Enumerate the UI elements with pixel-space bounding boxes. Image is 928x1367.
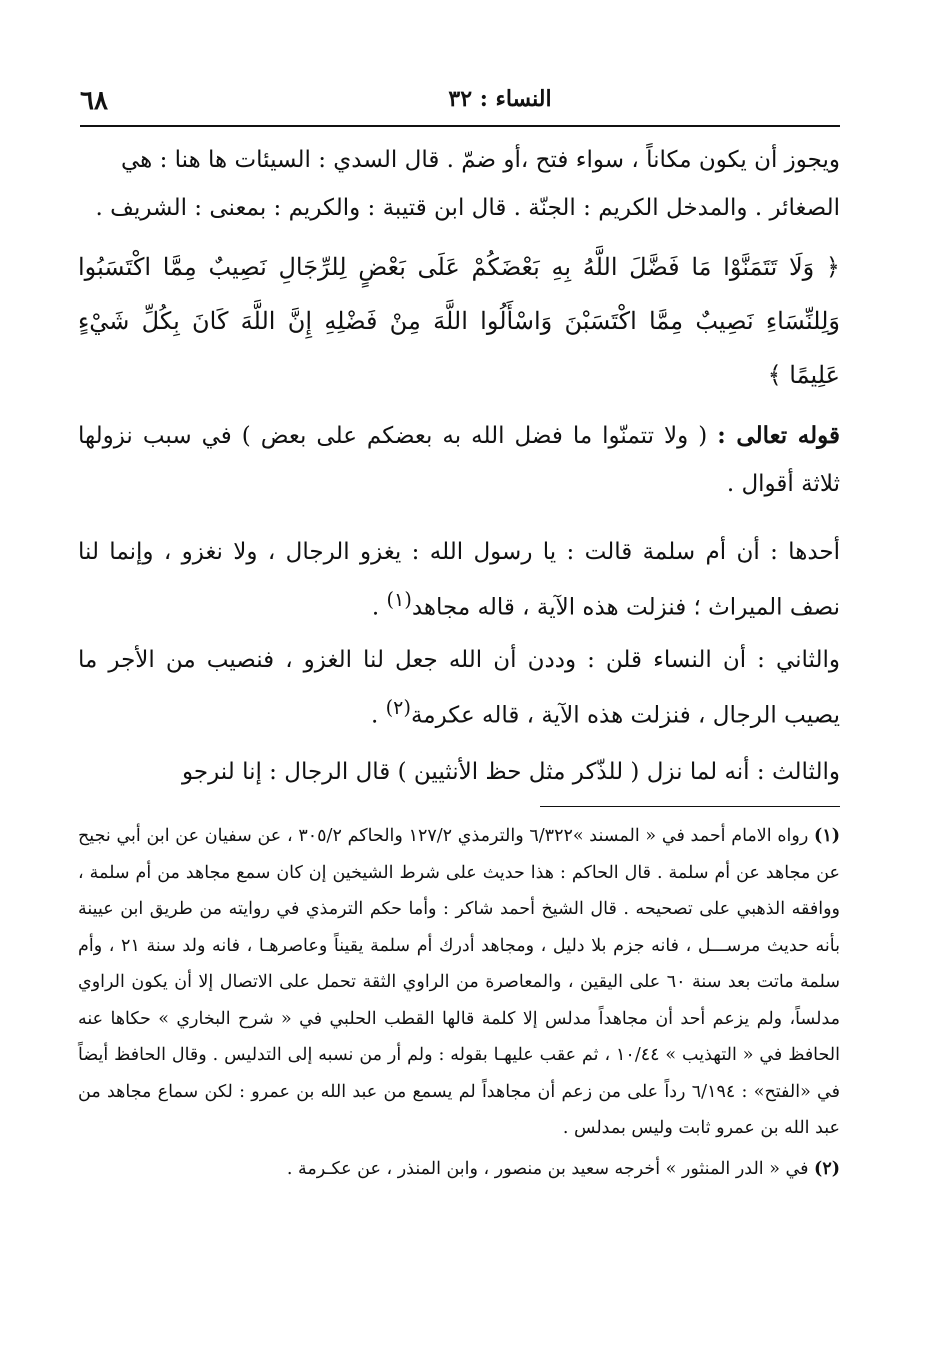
third-opinion-text: والثالث : أنه لما نزل ( للذّكر مثل حظ الأنثيين ) قال الرجال : إنا لنرجو bbox=[182, 759, 840, 785]
intro-line-2: الصغائر . والمدخل الكريم : الجنّة . قال ابن قتيبة : والكريم : بمعنى : الشريف . bbox=[95, 195, 840, 221]
footnote-divider bbox=[540, 806, 840, 807]
footnote-ref-1: (١) bbox=[386, 588, 412, 611]
footnote-2-mark: (٢) bbox=[814, 1158, 840, 1179]
footnote-2-text: في « الدر المنثور » أخرجه سعيد بن منصور ، وابن المنذر ، عن عكـرمة . bbox=[286, 1158, 809, 1179]
page-header bbox=[80, 86, 840, 120]
footnote-1-text: رواه الامام أحمد في « المسند »٦/٣٢٢ والترمذي ١٢٧/٢ والحاكم ٣٠٥/٢ ، عن سفيان عن ابن أبي نجيح عن مجاهد عن أم سلمة . قال الحاكم : هذا حديث على شرط الشيخين إن كان سمع مجاهد من أم سلمة ، ووافقه الذهبي على تصحيحه . قال الشيخ أحمد شاكر : وأما حكم الترمذي في روايته من طريق ابن عيينة بأنه حديث مرســـل ، فانه جزم بلا دليل ، ومجاهد أدرك أم سلمة يقيناً وعاصرهـا ، فانه ولد سنة ٢١ ، وأم سلمة ماتت بعد سنة ٦٠ على اليقين ، والمعاصرة من الراوي الثقة تحمل على الاتصال إلا أن يكون الراوي مدلساً، ولم يزعم أحد أن مجاهداً مدلس إلا كلمة قالها القطب الحلبي في « شرح البخاري » حكاها عنه الحافظ في « التهذيب » ١٠/٤٤ ، ثم عقب عليهـا بقوله : ولم أر من نسبه إلى التدليس . وقال الحافظ أيضاً في «الفتح» : ٦/١٩٤ رداً على من زعم أن مجاهداً لم يسمع من عبد الله بن عمرو : لكن سماع مجاهد من عبد الله بن عمرو ثابت وليس بمدلس . bbox=[78, 826, 841, 1138]
intro-paragraph bbox=[78, 136, 840, 232]
footnote-1-mark: (١) bbox=[814, 826, 840, 846]
page-number: ٦٨ bbox=[80, 86, 108, 116]
header-divider bbox=[80, 125, 840, 127]
first-opinion-text: أحدها : أن أم سلمة قالت : يا رسول الله : يغزو الرجال ، ولا نغزو ، وإنما لنا نصف الميراث ؛ فنزلت هذه الآية ، قاله مجاهد bbox=[78, 539, 840, 621]
commentary-intro bbox=[78, 412, 840, 508]
footnote-1 bbox=[78, 818, 840, 1147]
second-opinion-text: والثاني : أن النساء قلن : وددن أن الله جعل لنا الغزو ، فنصيب من الأجر ما يصيب الرجال ، فنزلت هذه الآية ، قاله عكرمة bbox=[78, 647, 840, 729]
footnote-2 bbox=[78, 1151, 840, 1188]
footnote-ref-2: (٢) bbox=[385, 696, 411, 719]
footnotes bbox=[78, 818, 840, 1187]
surah-reference: النساء : ٣٢ bbox=[448, 86, 552, 112]
commentary-lead: قوله تعالى : bbox=[717, 422, 841, 449]
commentary-intro-text: ( ولا تتمنّوا ما فضل الله به بعضكم على بعض ) في سبب نزولها ثلاثة أقوال . bbox=[78, 423, 840, 497]
quran-verse-block bbox=[78, 240, 840, 402]
second-opinion: والثاني : أن النساء قلن : وددن أن الله جعل لنا الغزو ، فنصيب من الأجر ما يصيب الرجال ، فنزلت هذه الآية ، قاله عكرمة$^{(٢)}$ . bbox=[78, 647, 840, 729]
first-opinion: أحدها : أن أم سلمة قالت : يا رسول الله : يغزو الرجال ، ولا نغزو ، وإنما لنا نصف الميراث ؛ فنزلت هذه الآية ، قاله مجاهد$^{(١)}$ . bbox=[78, 539, 840, 621]
third-opinion bbox=[78, 748, 840, 796]
quran-verse: ﴿ وَلَا تَتَمَنَّوْا مَا فَضَّلَ اللَّهُ بِهِ بَعْضَكُمْ عَلَى بَعْضٍ لِلرِّجَالِ نَصِيبٌ مِمَّا اكْتَسَبُوا وَلِلنِّسَاءِ نَصِيبٌ مِمَّا اكْتَسَبْنَ وَاسْأَلُوا اللَّهَ مِنْ فَضْلِهِ إِنَّ اللَّهَ كَانَ بِكُلِّ شَيْءٍ عَلِيمًا ﴾ bbox=[78, 253, 840, 389]
intro-line-1: ويجوز أن يكون مكاناً ، سواء فتح ،أو ضمّ . قال السدي : السيئات ها هنا : هي bbox=[120, 147, 840, 173]
